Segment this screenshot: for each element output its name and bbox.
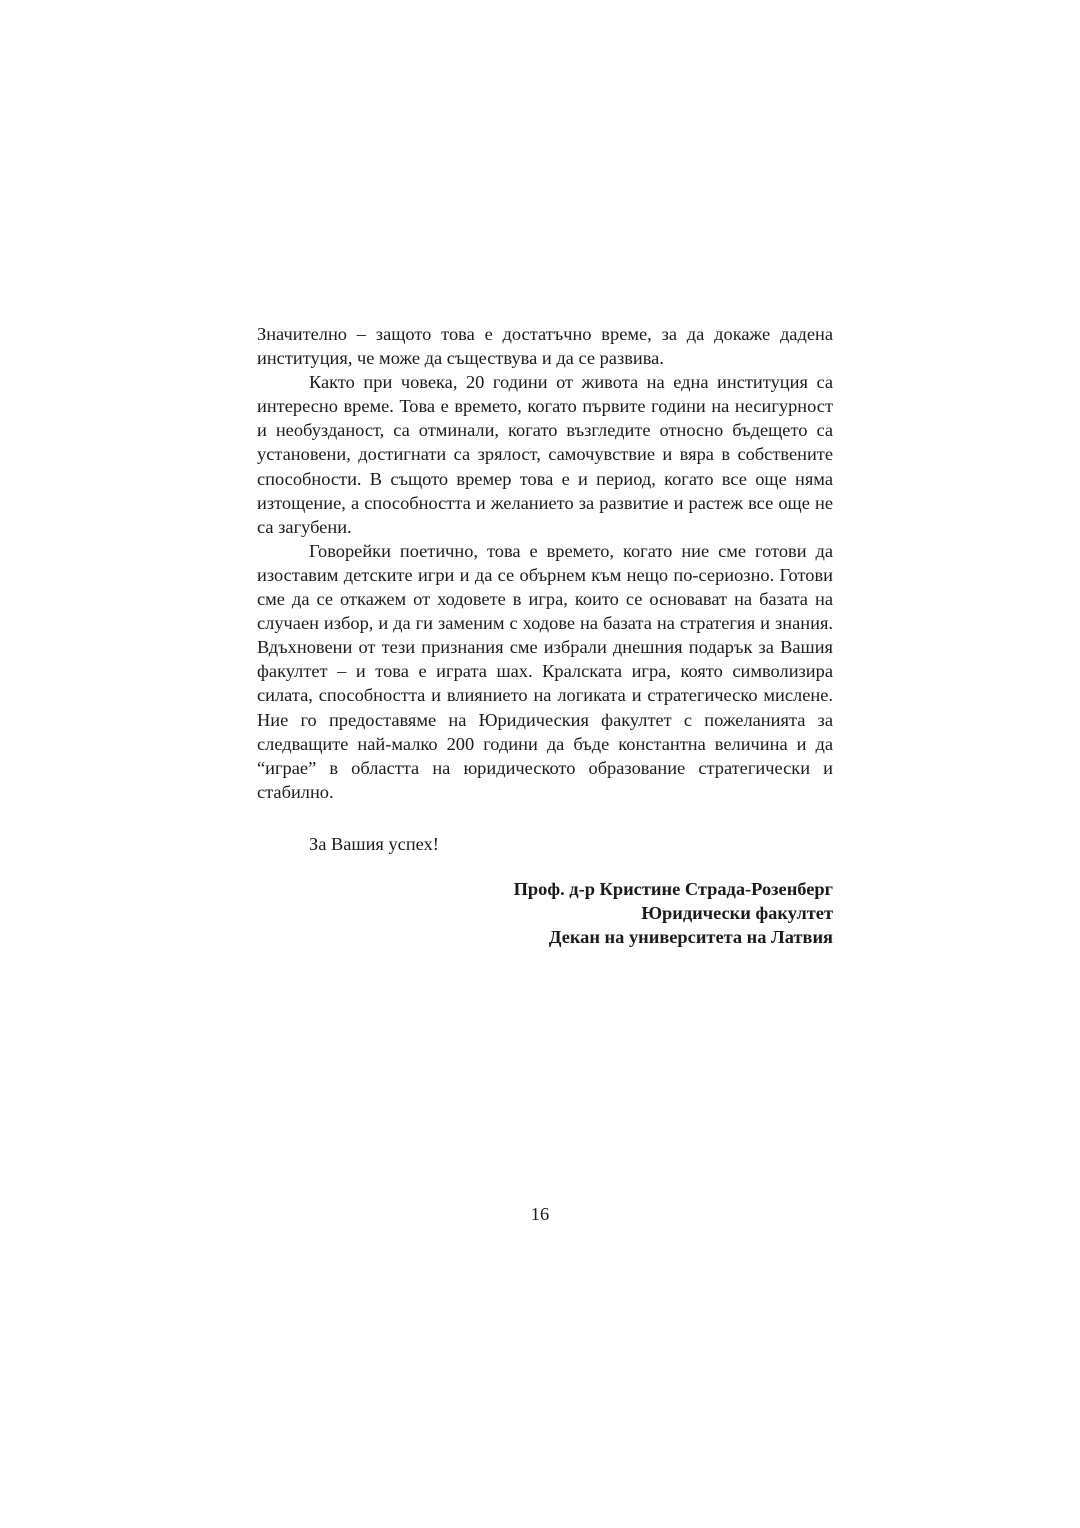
signature-name: Проф. д-р Кристине Страда-Розенберг bbox=[513, 878, 833, 899]
closing-line: За Вашия успех! bbox=[309, 833, 439, 854]
signature-block bbox=[257, 877, 833, 949]
signature-title: Декан на университета на Латвия bbox=[548, 927, 833, 948]
signature-faculty: Юридически факултет bbox=[641, 903, 833, 924]
paragraph-1: Значително – защото това е достатъчно време, за да докаже дадена институция, че може да съществува и да се развива. bbox=[257, 324, 833, 369]
page-number: 16 bbox=[530, 1204, 550, 1224]
paragraph-3: Говорейки поетично, това е времето, когато ние сме готови да изоставим детските игри и да се обърнем към нещо по-сериозно. Готови сме да се откажем от ходовете в игра, които се основават на базата на случаен избор, и да ги заменим с ходове на базата на стратегия и знания. Вдъхновени от тези признания сме избрали днешния подарък за Вашия факултет – и това е играта шах. Кралската игра, която символизира силата, способността и влиянието на логиката и стратегическо мислене. Ние го предоставяме на Юридическия факултет с пожеланията за следващите най-малко 200 години да бъде константна величина и да “играе” в областта на юридическото образование стратегически и стабилно. bbox=[257, 540, 833, 802]
page-body bbox=[257, 322, 833, 949]
paragraph-2: Както при човека, 20 години от живота на една институция са интересно време. Това е времето, когато първите години на несигурност и необузданост, са отминали, когато възгледите относно бъдещето са установени, достигнати са зрялост, самочувствие и вяра в собствените способности. В същото времер това е и период, когато все още няма изтощение, а способността и желанието за развитие и растеж все още не са загубени. bbox=[257, 372, 833, 537]
